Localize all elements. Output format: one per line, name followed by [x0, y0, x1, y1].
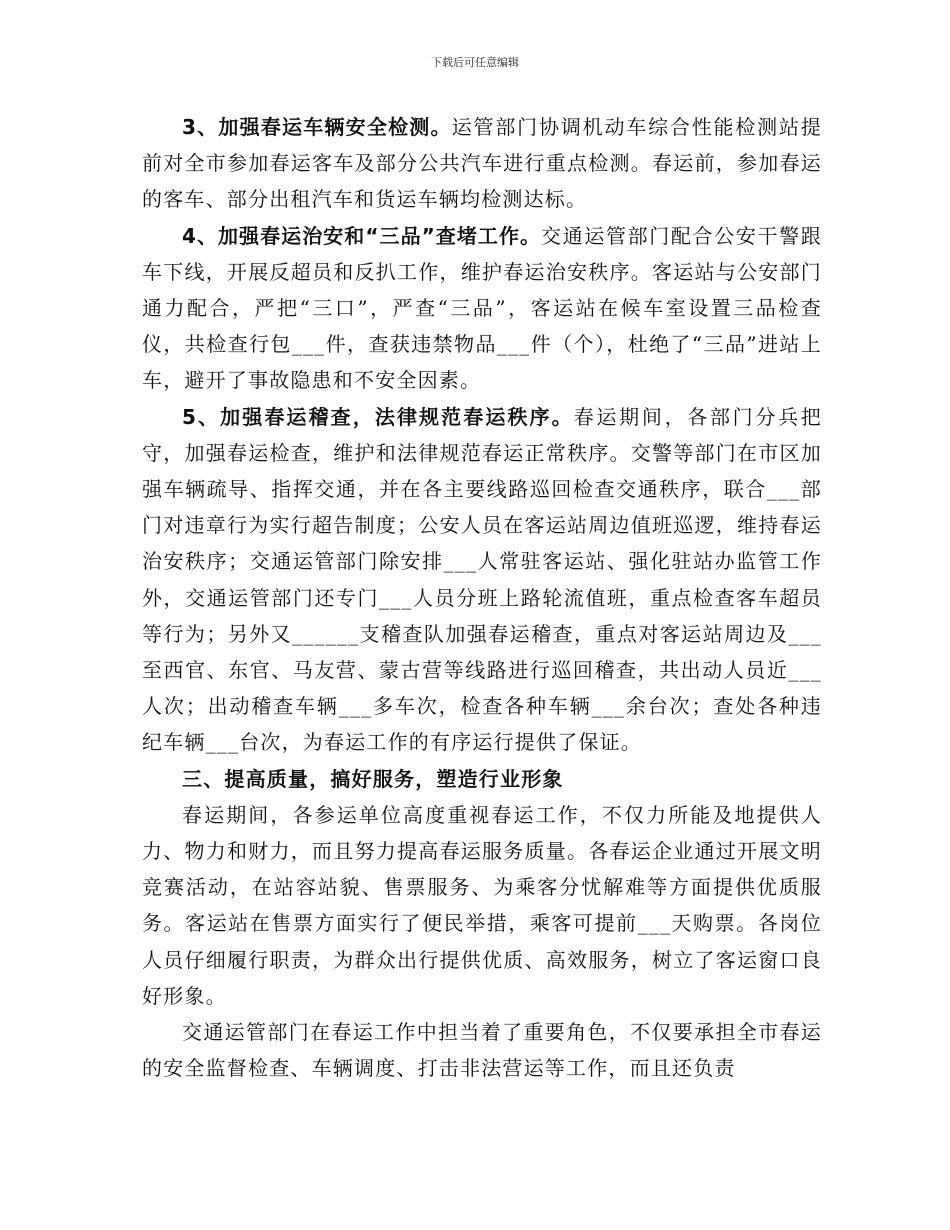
paragraph-lead: 3、加强春运车辆安全检测。 [182, 115, 452, 139]
paragraph-body: 交通运管部门配合公安干警跟车下线，开展反超员和反扒工作，维护春运治安秩序。客运站与公安部门通力配合，严把“三口”，严查“三品”，客运站在候车室设置三品检查仪，共检查行包___件，查获违禁物品___件（个），杜绝了“三品”进站上车，避开了事故隐患和不安全因素。 [142, 223, 822, 393]
paragraph-vehicle-inspection [142, 109, 822, 218]
paragraph-service-quality [142, 797, 822, 1014]
paragraph-body: 运管部门协调机动车综合性能检测站提前对全市参加春运客车及部分公共汽车进行重点检测。春运前，参加春运的客车、部分出租汽车和货运车辆均检测达标。 [142, 115, 822, 212]
paragraph-lead: 4、加强春运治安和“三品”查堵工作。 [182, 223, 542, 248]
paragraph-body: 春运期间，各参运单位高度重视春运工作，不仅力所能及地提供人力、物力和财力，而且努力提高春运服务质量。各春运企业通过开展文明竞赛活动，在站容站貌、售票服务、为乘客分忧解难等方面提供优质服务。客运站在售票方面实行了便民举措，乘客可提前___天购票。各岗位人员仔细履行职责，为群众出行提供优质、高效服务，树立了客运窗口良好形象。 [142, 802, 822, 1008]
document-body [142, 109, 822, 1086]
paragraph-inspection-order [142, 399, 822, 761]
page-header: 下载后可任意编辑 [431, 56, 519, 69]
section-heading: 三、提高质量，搞好服务，塑造行业形象 [182, 766, 564, 791]
paragraph-transport-management [142, 1014, 822, 1086]
paragraph-lead: 5、加强春运稽查，法律规范春运秩序。 [182, 404, 574, 429]
paragraph-body: 春运期间，各部门分兵把守，加强春运检查，维护和法律规范春运正常秩序。交警等部门在市区加强车辆疏导、指挥交通，并在各主要线路巡回检查交通秩序，联合___部门对违章行为实行超告制度；公安人员在客运站周边值班巡逻，维持春运治安秩序；交通运管部门除安排___人常驻客运站、强化驻站办监管工作外，交通运管部门还专门___人员分班上路轮流值班，重点检查客车超员等行为；另外又______支稽查队加强春运稽查，重点对客运站周边及___至西官、东官、马友营、蒙古营等线路进行巡回稽查，共出动人员近___人次；出动稽查车辆___多车次，检查各种车辆___余台次；查处各种违纪车辆___台次，为春运工作的有序运行提供了保证。 [142, 404, 822, 755]
paragraph-body: 交通运管部门在春运工作中担当着了重要角色，不仅要承担全市春运的安全监督检查、车辆调度、打击非法营运等工作，而且还负责 [142, 1020, 822, 1081]
paragraph-security-check [142, 218, 822, 399]
